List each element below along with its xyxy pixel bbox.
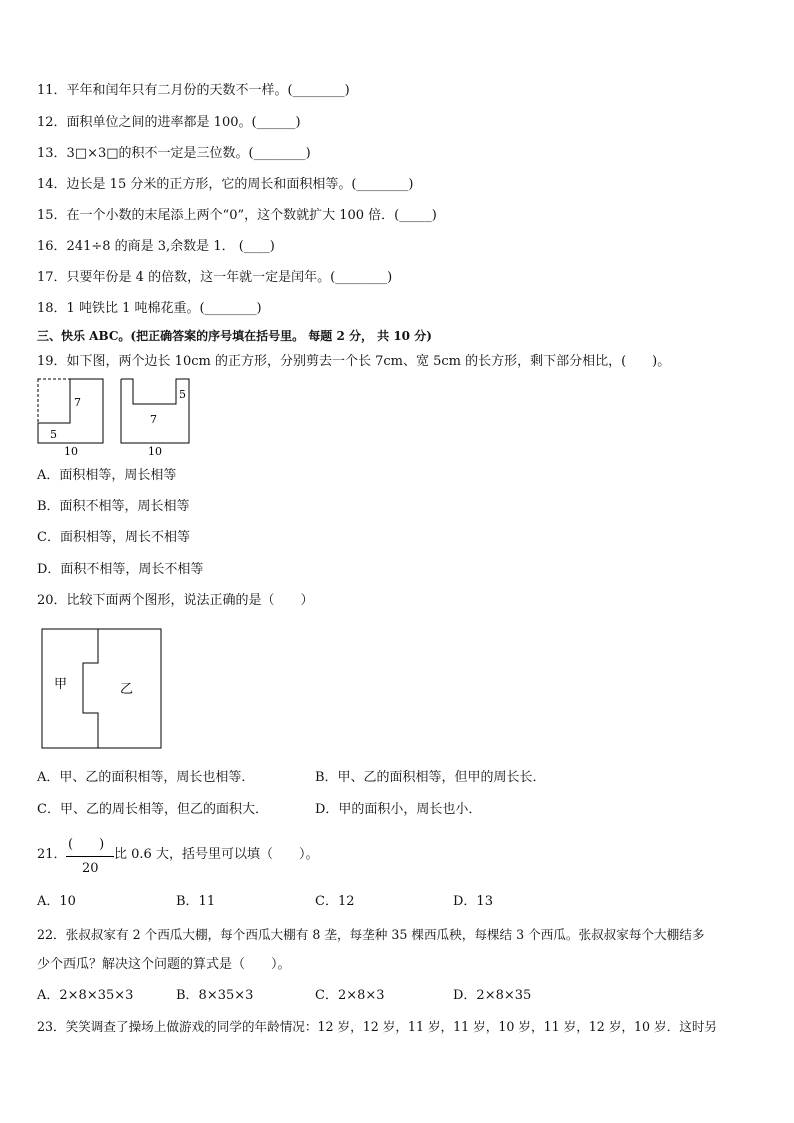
q23-line-1: 23．笑笑调查了操场上做游戏的同学的年龄情况：12 岁，12 岁，11 岁，11 岁，10 岁，11 岁，12 岁，10 岁．这时另 <box>37 1019 718 1034</box>
q22-option-d: D．2×8×35 <box>453 988 532 1003</box>
q19-option-d: D．面积不相等，周长不相等 <box>37 562 204 577</box>
q19-right-label-7: 7 <box>150 413 157 426</box>
q21-option-b: B．11 <box>176 894 216 909</box>
question-20-stem: 20．比较下面两个图形，说法正确的是（ ） <box>37 593 314 608</box>
question-11: 11．平年和闰年只有二月份的天数不一样。(________) <box>37 83 350 98</box>
q20-option-d: D．甲的面积小，周长也小． <box>315 802 482 817</box>
q21-numerator: ( ) <box>68 837 105 852</box>
q20-option-b: B．甲、乙的面积相等，但甲的周长长． <box>315 770 546 785</box>
q20-label-jia: 甲 <box>54 677 68 692</box>
q19-left-base-10: 10 <box>64 445 78 458</box>
q20-figure <box>40 627 166 751</box>
q19-left-label-5: 5 <box>50 428 57 441</box>
q19-option-b: B．面积不相等，周长相等 <box>37 499 190 514</box>
question-18: 18．1 吨铁比 1 吨棉花重。(________) <box>37 301 262 316</box>
q21-option-d: D．13 <box>453 894 493 909</box>
q19-option-a: A．面积相等，周长相等 <box>37 468 177 483</box>
q21-option-a: A．10 <box>37 894 76 909</box>
q22-option-a: A．2×8×35×3 <box>37 988 134 1003</box>
q21-fraction-bar <box>66 856 114 857</box>
q21-option-c: C．12 <box>315 894 355 909</box>
q20-option-c: C．甲、乙的周长相等，但乙的面积大． <box>37 802 268 817</box>
q21-denominator: 20 <box>82 861 99 876</box>
q22-option-b: B．8×35×3 <box>176 988 254 1003</box>
q19-left-label-7: 7 <box>74 396 81 409</box>
question-13: 13．3□×3□的积不一定是三位数。(________) <box>37 146 311 161</box>
q21-number: 21． <box>37 847 67 862</box>
q19-right-label-5: 5 <box>179 388 186 401</box>
question-16: 16．241÷8 的商是 3,余数是 1． (____) <box>37 239 275 254</box>
q22-line-2: 少个西瓜？解决这个问题的算式是（ ）。 <box>37 957 291 972</box>
q22-line-1: 22．张叔叔家有 2 个西瓜大棚，每个西瓜大棚有 8 垄，每垄种 35 棵西瓜秧，每棵结 3 个西瓜。张叔叔家每个大棚结多 <box>37 927 705 942</box>
q20-divider <box>83 629 98 748</box>
q19-figure <box>34 376 204 458</box>
q19-option-c: C．面积相等，周长不相等 <box>37 530 190 545</box>
question-15: 15．在一个小数的末尾添上两个“0”，这个数就扩大 100 倍．(_____) <box>37 208 437 223</box>
question-14: 14．边长是 15 分米的正方形，它的周长和面积相等。(________) <box>37 177 414 192</box>
q19-left-shape <box>38 379 103 443</box>
question-17: 17．只要年份是 4 的倍数，这一年就一定是闰年。(________) <box>37 270 393 285</box>
q20-label-yi: 乙 <box>120 682 134 697</box>
q19-right-base-10: 10 <box>148 445 162 458</box>
q22-option-c: C．2×8×3 <box>315 988 385 1003</box>
q21-rest: 比 0.6 大，括号里可以填（ ）。 <box>114 847 319 862</box>
question-19-stem: 19．如下图，两个边长 10cm 的正方形，分别剪去一个长 7cm、宽 5cm 的长方形，剩下部分相比，( )。 <box>37 354 671 369</box>
q20-option-a: A．甲、乙的面积相等，周长也相等． <box>37 770 255 785</box>
question-12: 12．面积单位之间的进率都是 100。(______) <box>37 115 301 130</box>
section-3-heading: 三、快乐 ABC。(把正确答案的序号填在括号里。 每题 2 分， 共 10 分) <box>37 329 432 343</box>
